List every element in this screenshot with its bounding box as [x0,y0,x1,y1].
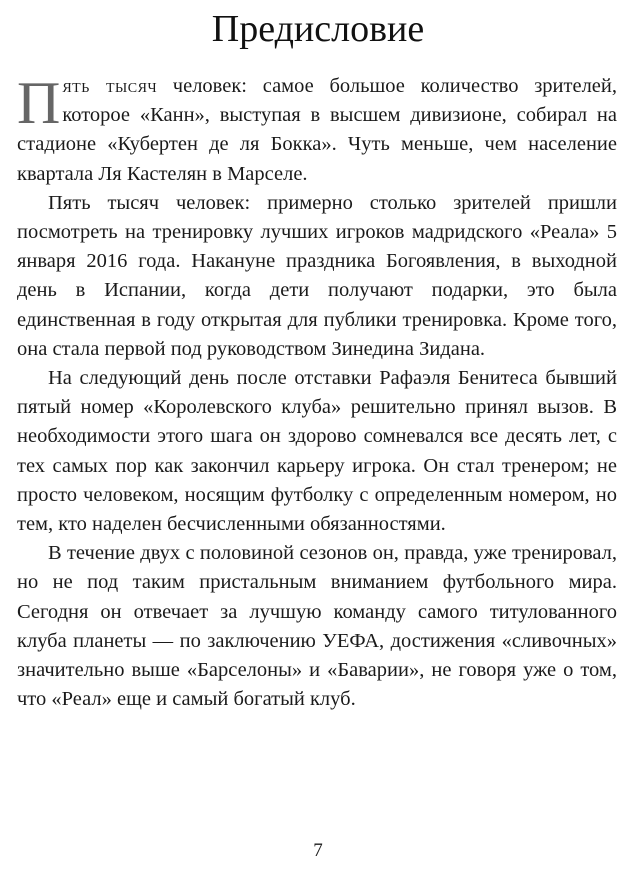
drop-cap: П [17,70,61,136]
paragraph-4: В течение двух с половиной сезонов он, правда, уже тренировал, но не под таким пристальным вниманием футбольного мира. Сегодня он отвечает за лучшую команду самого титулованного клуба планеты — по заключению УЕФА, достижения «сливочных» значительно выше «Барселоны» и «Баварии», не говоря уже о том, что «Реал» еще и самый богатый клуб. [17,542,617,711]
page-title: Предисловие [211,8,425,50]
page-number: 7 [313,840,323,861]
paragraph-1-text: человек: самое большое количество зрителей, которое «Канн», выступая в высшем дивизионе, собирал на стадионе «Кубертен де ля Бокка». Чуть меньше, чем население квартала Ля Кастелян в Марселе. [17,75,617,185]
paragraph-3: На следующий день после отставки Рафаэля Бенитеса бывший пятый номер «Королевского клуба» решительно принял вызов. В необходимости этого шага он здорово сомневался все десять лет, с тех самых пор как закончил карьеру игрока. Он стал тренером; не просто человеком, носящим футболку с определенным номером, но тем, кто наделен бесчисленными обязанностями. [17,367,617,536]
paragraph-1 [17,72,617,189]
paragraph-2: Пять тысяч человек: примерно столько зрителей пришли посмотреть на тренировку лучших игроков мадридского «Реала» 5 января 2016 года. Накануне праздника Богоявления, в выходной день в Испании, когда дети получают подарки, это была единственная в году открытая для публики тренировка. Кроме того, она стала первой под руководством Зинедина Зидана. [17,191,617,360]
lead-in-caps: ять тысяч [62,75,158,97]
body-text [17,72,617,714]
